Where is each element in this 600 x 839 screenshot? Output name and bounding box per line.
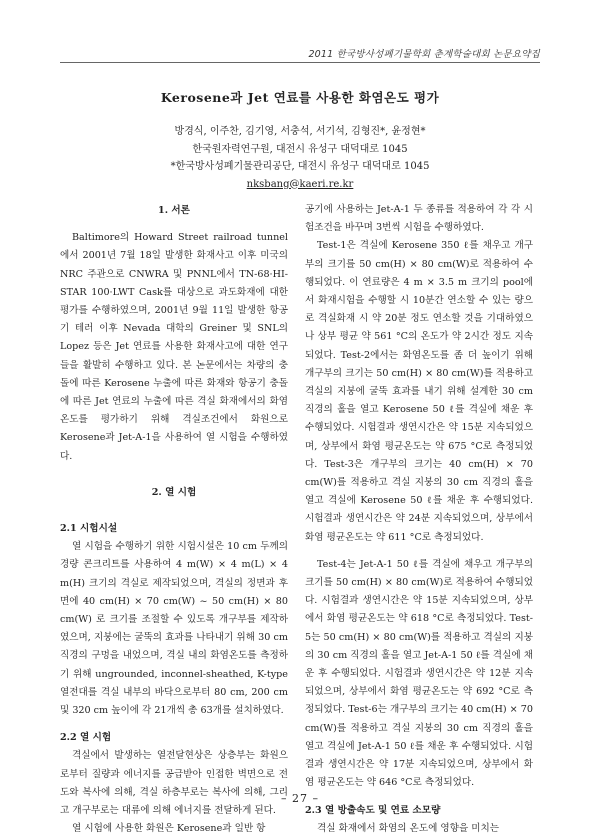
affiliation-1: 한국원자력연구원, 대전시 유성구 대덕대로 1045 xyxy=(192,143,408,155)
section-1-paragraph: Baltimore의 Howard Street railroad tunnel에서 2001년 7월 18일 발생한 화재사고 이후 미국의 NRC 주관으로 CNWRA 및 PNNL에서 TN-68·HI-STAR 100·LWT Cask를 대상으로 과도화재에 대한 평가를 수행하였으며, 2001년 9월 11일 발생한 항공기 테러 이후 Nevada 대학의 Greiner 및 SNL의 Lopez 등은 Jet 연료를 사용한 화재사고에 대한 연구들을 활발히 수행하고 있다. 본 논문에서는 차량의 충돌에 따른 Kerosene 누출에 따른 화재와 항공기 충돌에 따른 Jet 연료의 누출에 따른 격실 화재에서의 화염온도를 평가하기 위해 격실조건에서 화원으로 Kerosene과 Jet-A-1을 사용하여 열 시험을 수행하였다. xyxy=(60,232,288,462)
section-2-2-paragraph-1: 격실에서 발생하는 열전달현상은 상층부는 화원으로부터 질량과 에너지를 공급받아 인접한 벽면으로 전도와 복사에 의해, 격실 하층부로는 복사에 의해, 그리고 개구부로는 대류에 의해 에너지를 전달하게 된다. xyxy=(60,750,288,817)
author-block xyxy=(0,123,600,193)
section-2-2-paragraph-2: 열 시험에 사용한 화원은 Kerosene과 일반 항 xyxy=(72,823,266,835)
section-2-1-paragraph: 열 시험을 수행하기 위한 시험시설은 10 cm 두께의 경량 콘크리트를 사용하여 4 m(W) × 4 m(L) × 4 m(H) 크기의 격실로 제작되었으며, 격실의 정면과 후면에 40 cm(H) × 70 cm(W) ~ 50 cm(H) × 80 cm(W) 로 크기를 조절할 수 있도록 개구부를 제작하였으며, 지붕에는 굴뚝의 효과를 나타내기 위해 30 cm 직경의 구멍을 내었으며, 격실 내의 화염온도를 측정하기 위해 ungrounded, inconnel-sheathed, K-type 열전대를 격실 내부의 바닥으로부터 80 cm, 200 cm 및 320 cm 높이에 각 21개씩 총 63개를 설치하였다. xyxy=(60,541,288,717)
author-email[interactable]: nksbang@kaeri.re.kr xyxy=(246,178,354,190)
left-column xyxy=(60,202,288,839)
running-header: 2011 한국방사성폐기물학회 춘계학술대회 논문요약집 xyxy=(308,49,540,60)
author-list: 방경식, 이주찬, 김기영, 서충석, 서기석, 김형진*, 윤정현* xyxy=(174,126,426,137)
tests-kerosene-paragraph: Test-1은 격실에 Kerosene 350 ℓ를 채우고 개구부의 크기를 50 cm(H) × 80 cm(W)로 적용하여 수행되었다. 이 연료량은 4 m × 3.5 m 크기의 pool에서 화재시험을 수행할 시 10분간 연소할 수 있는 량으로 격실화재 시 약 20분 정도 연소할 것을 기대하였으나 상부 평균 약 561 °C의 온도가 약 2시간 정도 지속되었다. Test-2에서는 화염온도를 좀 더 높이기 위해 개구부의 크기는 50 cm(H) × 80 cm(W)를 적용하고 격실의 지붕에 굴뚝 효과를 내기 위해 설계한 30 cm 직경의 홀을 열고 Kerosene 50 ℓ를 격실에 채운 후 수행되었다. 시험결과 생연시간은 약 15분 지속되었으며, 상부에서 화염 평균온도는 약 675 °C로 측정되었다. Test-3은 개구부의 크기는 40 cm(H) × 70 cm(W)를 적용하고 격실 지붕의 30 cm 직경의 홀을 열고 격실에 Kerosene 50 ℓ를 채운 후 수행되었다. 시험결과 생연시간은 약 24분 지속되었으며, 상부에서 화염 평균온도는 약 611 °C로 측정되었다. xyxy=(305,240,533,543)
section-2-3-paragraph: 격실 화재에서 화염의 온도에 영향을 미치는 xyxy=(317,822,500,834)
right-column xyxy=(305,201,533,838)
section-1-title: 1. 서론 xyxy=(158,205,190,216)
section-2-2-title: 2.2 열 시험 xyxy=(60,732,112,744)
tests-jet-paragraph: Test-4는 Jet-A-1 50 ℓ를 격실에 채우고 개구부의 크기를 50 cm(H) × 80 cm(W)로 적용하여 수행되었다. 시험결과 생연시간은 약 15분 지속되었으며, 상부에서 화염 평균온도는 약 618 °C로 측정되었다. Test-5는 50 cm(H) × 80 cm(W)를 적용하고 격실의 지붕의 30 cm 직경의 홀을 열고 Jet-A-1 50 ℓ를 격실에 채운 후 수행되었다. 시험결과 생연시간은 약 12분 지속되었으며, 상부에서 화염 평균온도는 약 692 °C로 측정되었다. Test-6는 개구부의 크기는 40 cm(H) × 70 cm(W)를 적용하고 격실 지붕의 30 cm 직경의 홀을 열고 격실에 Jet-A-1 50 ℓ를 채운 후 수행되었다. 시험결과 생연시간은 약 17분 지속되었으며, 상부에서 화염 평균온도는 약 646 °C로 측정되었다. xyxy=(305,558,533,789)
section-2-3-title: 2.3 열 방출속도 및 연료 소모량 xyxy=(305,804,441,816)
continued-paragraph: 공기에 사용하는 Jet-A-1 두 종류를 적용하여 각 각 시험조건을 바꾸며 3번씩 시험을 수행하였다. xyxy=(305,204,533,234)
page-number: – 27 – xyxy=(281,792,319,805)
section-2-1-title: 2.1 시험시설 xyxy=(60,523,118,535)
paper-title: Kerosene과 Jet 연료를 사용한 화염온도 평가 xyxy=(160,90,440,105)
header-rule xyxy=(60,62,540,63)
affiliation-2: *한국방사성폐기물관리공단, 대전시 유성구 대덕대로 1045 xyxy=(170,161,430,172)
section-2-title: 2. 열 시험 xyxy=(151,486,197,498)
